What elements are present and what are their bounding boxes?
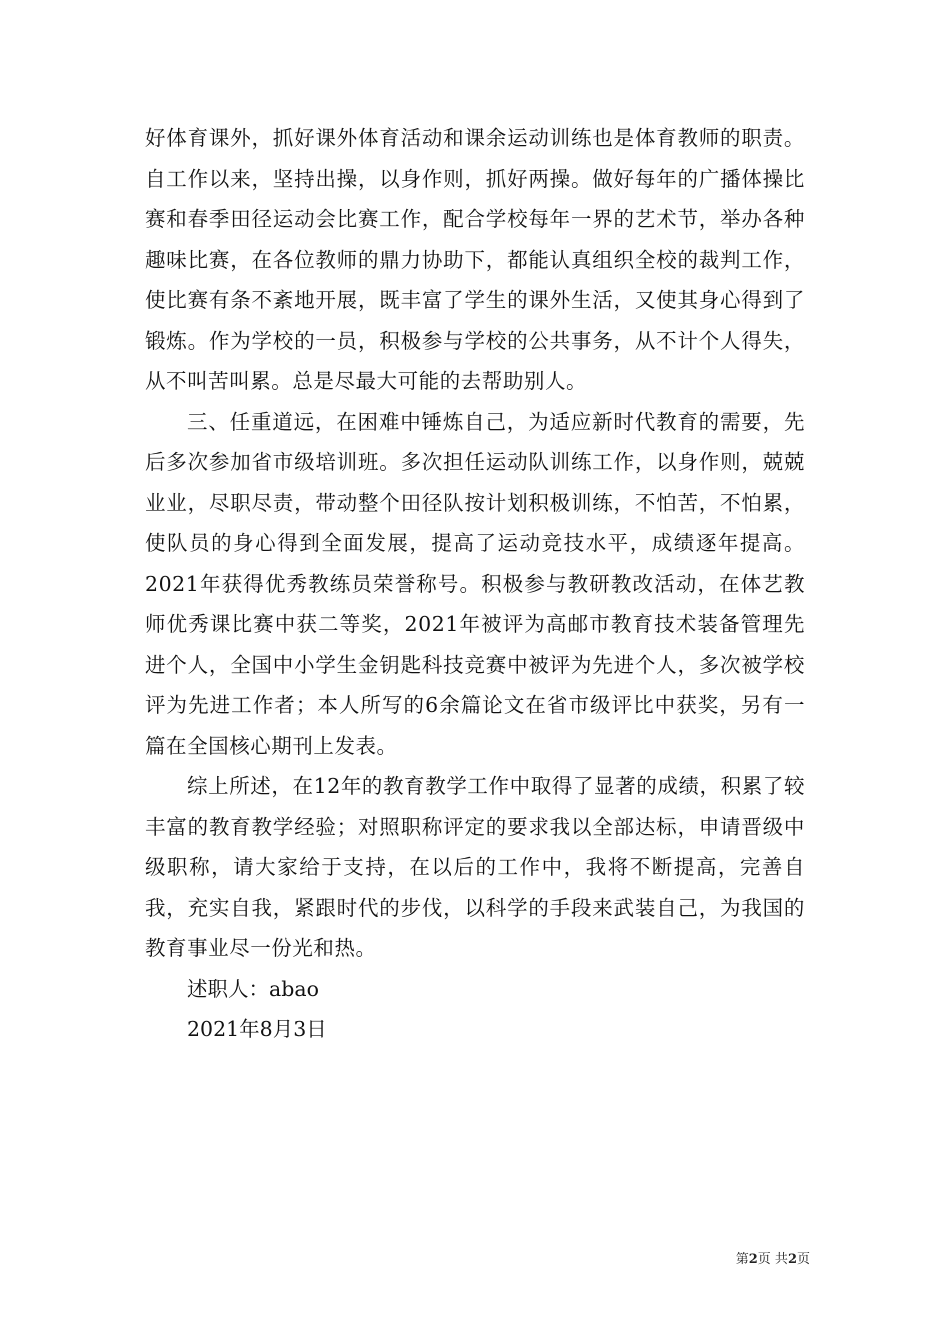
document-body [145, 118, 805, 1050]
signature-line: 述职人：abao [187, 976, 319, 1001]
page-footer [700, 1248, 810, 1267]
paragraph-summary: 综上所述，在12年的教育教学工作中取得了显著的成绩，积累了较丰富的教育教学经验；对照职称评定的要求我以全部达标，申请晋级中级职称，请大家给于支持，在以后的工作中，我将不断提高，完善自我，充实自我，紧跟时代的步伐，以科学的手段来武装自己，为我国的教育事业尽一份光和热。 [145, 774, 805, 960]
date-line: 2021年8月3日 [187, 1017, 327, 1041]
footer-middle: 页 共 [757, 1252, 788, 1267]
paragraph-section-three: 三、任重道远，在困难中锤炼自己，为适应新时代教育的需要，先后多次参加省市级培训班。多次担任运动队训练工作，以身作则，兢兢业业，尽职尽责，带动整个田径队按计划积极训练，不怕苦，不怕累，使队员的身心得到全面发展，提高了运动竞技水平，成绩逐年提高。2021年获得优秀教练员荣誉称号。积极参与教研教改活动，在体艺教师优秀课比赛中获二等奖，2021年被评为高邮市教育技术装备管理先进个人，全国中小学生金钥匙科技竞赛中被评为先进个人，多次被学校评为先进工作者；本人所写的6余篇论文在省市级评比中获奖，另有一篇在全国核心期刊上发表。 [145, 409, 805, 758]
footer-current-page: 2 [748, 1252, 758, 1267]
footer-total-pages: 2 [787, 1252, 797, 1267]
footer-prefix: 第 [735, 1252, 749, 1267]
footer-suffix: 页 [796, 1252, 810, 1267]
paragraph-continued: 好体育课外，抓好课外体育活动和课余运动训练也是体育教师的职责。自工作以来，坚持出操，以身作则，抓好两操。做好每年的广播体操比赛和春季田径运动会比赛工作，配合学校每年一界的艺术节，举办各种趣味比赛，在各位教师的鼎力协助下，都能认真组织全校的裁判工作，使比赛有条不紊地开展，既丰富了学生的课外生活，又使其身心得到了锻炼。作为学校的一员，积极参与学校的公共事务，从不计个人得失，从不叫苦叫累。总是尽最大可能的去帮助别人。 [145, 126, 805, 393]
